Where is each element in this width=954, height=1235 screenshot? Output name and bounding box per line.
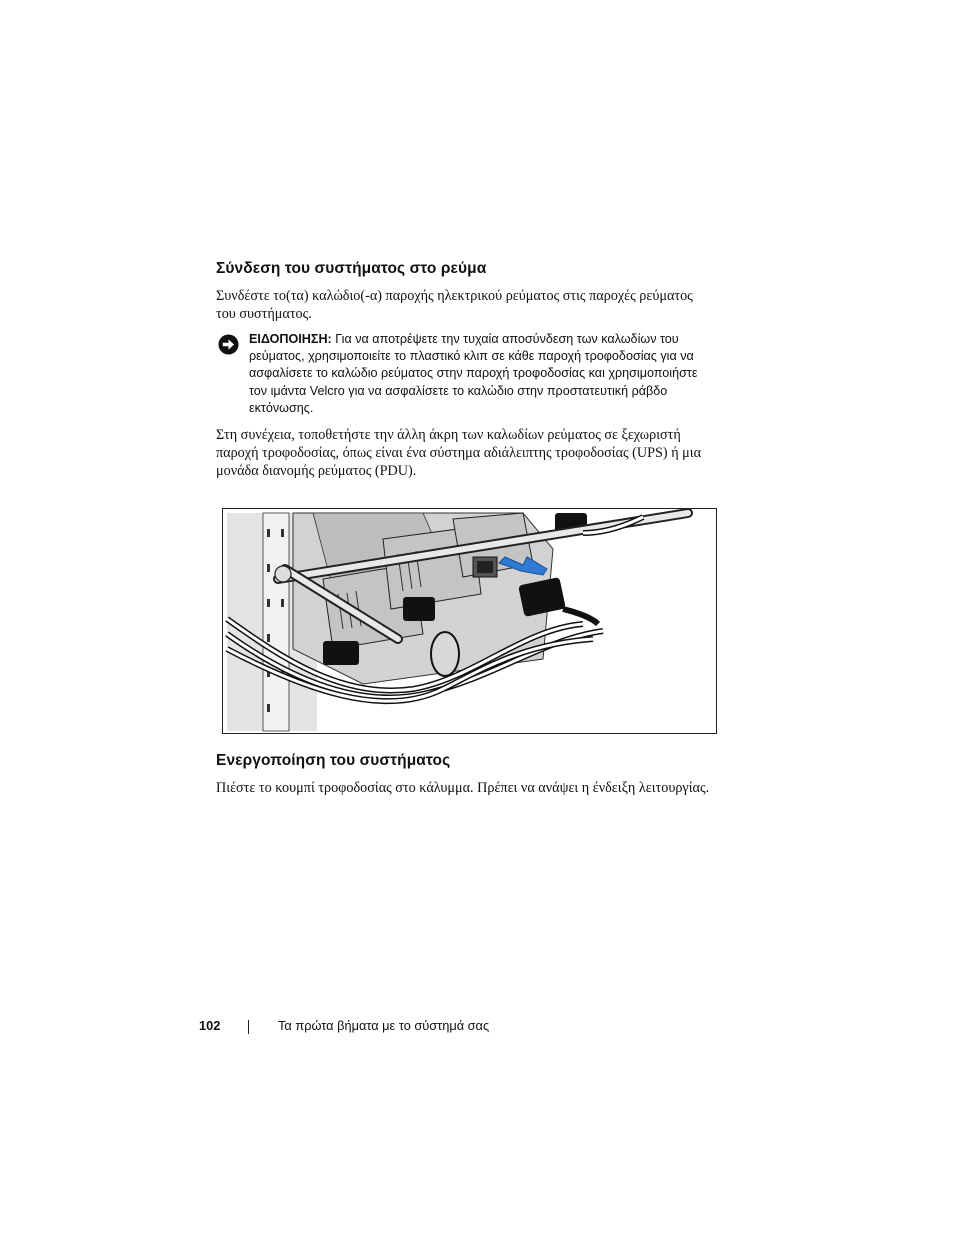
turn-on-paragraph: Πιέστε το κουμπί τροφοδοσίας στο κάλυμμα. Πρέπει να ανάψει η ένδειξη λειτουργίας. bbox=[216, 780, 710, 796]
section-title-power: Σύνδεση του συστήματος στο ρεύμα bbox=[216, 260, 487, 277]
notice-label: ΕΙΔΟΠΟΙΗΣΗ: bbox=[249, 332, 332, 346]
notice-icon bbox=[218, 334, 239, 355]
power-cable-illustration bbox=[222, 508, 717, 734]
page-footer bbox=[199, 1018, 719, 1038]
notice-body: Για να αποτρέψετε την τυχαία αποσύνδεση των καλωδίων του ρεύματος, χρησιμοποιείτε το πλαστικό κλιπ σε κάθε παροχή τροφοδοσίας για να ασφαλίσετε το καλώδιο ρεύματος στην παροχή τροφοδοσίας και χρησιμοποιήστε τον ιμάντα Velcro για να ασφαλίσετε το καλώδιο στην προστατευτική ράβδο εκτόνωσης. bbox=[249, 332, 698, 415]
section-title-turn-on: Ενεργοποίηση του συστήματος bbox=[216, 752, 451, 769]
followup-paragraph: Στη συνέχεια, τοποθετήστε την άλλη άκρη των καλωδίων ρεύματος σε ξεχωριστή παροχή τροφοδοσίας, όπως είναι ένα σύστημα αδιάλειπτης τροφοδοσίας (UPS) ή μια μονάδα διανομής ρεύματος (PDU). bbox=[216, 427, 702, 479]
notice-text bbox=[249, 331, 719, 417]
illustration-drawing bbox=[223, 509, 716, 733]
footer-title: Τα πρώτα βήματα με το σύστημά σας bbox=[278, 1018, 490, 1033]
footer-separator bbox=[248, 1020, 249, 1034]
page-number: 102 bbox=[199, 1018, 221, 1033]
intro-paragraph: Συνδέστε το(τα) καλώδιο(-α) παροχής ηλεκτρικού ρεύματος στις παροχές ρεύματος του συστήματος. bbox=[216, 288, 693, 322]
